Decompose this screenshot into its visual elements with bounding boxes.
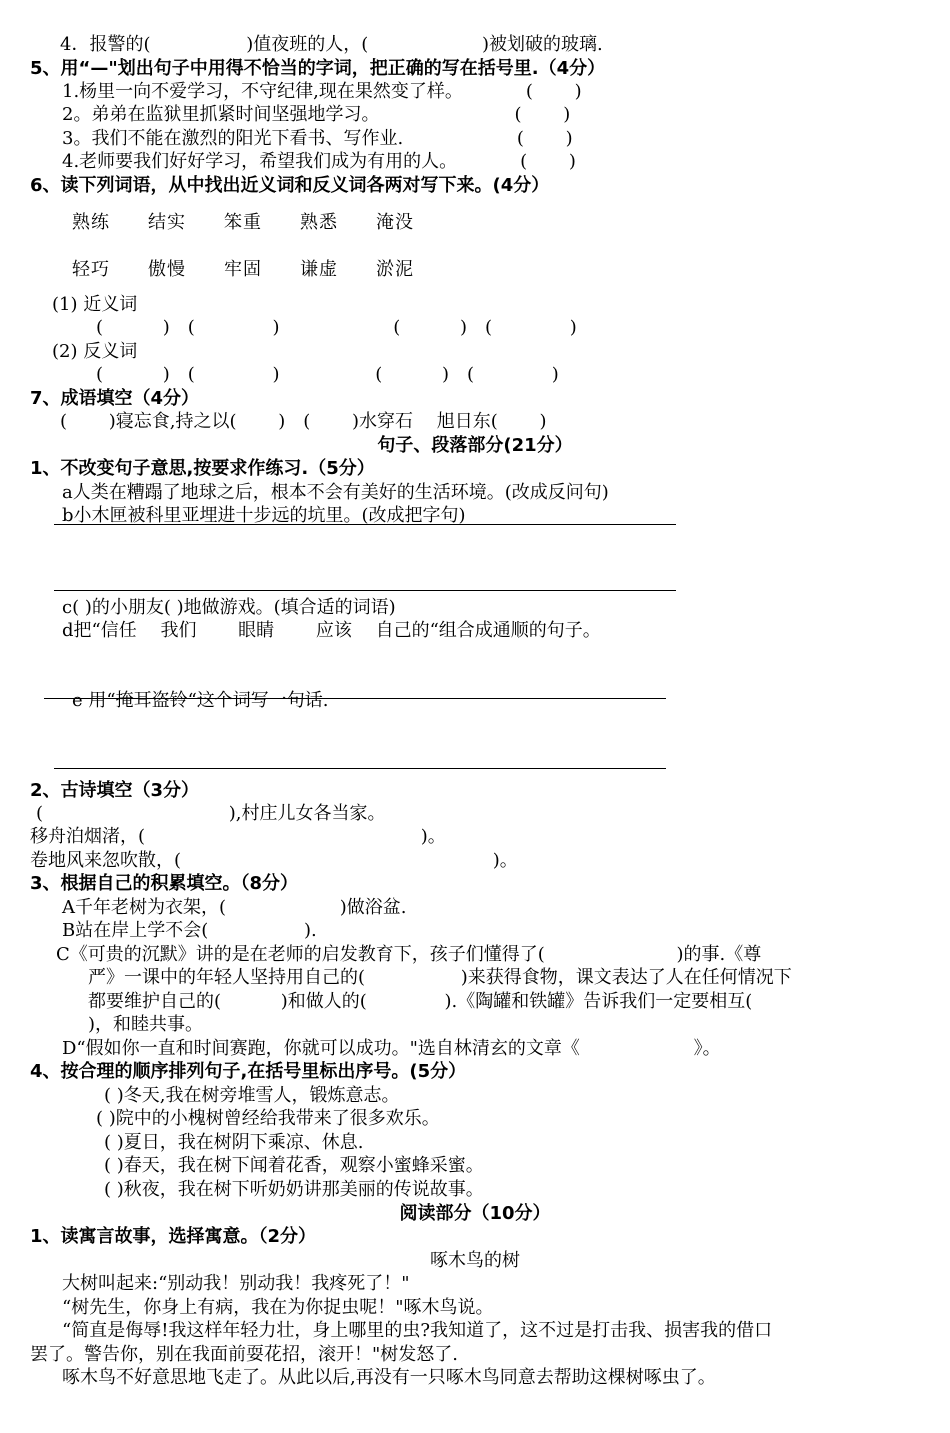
story-title: 啄木鸟的树 bbox=[430, 1250, 520, 1271]
s2-q4-item-2: ( )院中的小槐树曾经给我带来了很多欢乐。 bbox=[96, 1108, 440, 1129]
s2-q2-title: 2、古诗填空（3分） bbox=[30, 780, 200, 801]
q6-word-row-2: 轻巧 傲慢 牢固 谦虚 淤泥 bbox=[72, 259, 414, 280]
q6-synonym-label: (1) 近义词 bbox=[52, 294, 138, 315]
story-paragraph-3-line-2: 罢了。警告你，别在我面前耍花招，滚开！"树发怒了. bbox=[30, 1344, 458, 1365]
answer-line[interactable] bbox=[54, 768, 666, 769]
s2-q1-title: 1、不改变句子意思,按要求作练习.（5分） bbox=[30, 458, 375, 479]
s2-q3-d: D“假如你一直和时间赛跑，你就可以成功。"选自林清玄的文章《 》。 bbox=[62, 1038, 721, 1059]
q6-synonym-blanks[interactable]: ( ) ( ) ( ) ( ) bbox=[96, 317, 577, 338]
s2-q4-item-5: ( )秋夜，我在树下听奶奶讲那美丽的传说故事。 bbox=[104, 1179, 484, 1200]
s2-q3-title: 3、根据自己的积累填空。（8分） bbox=[30, 873, 299, 894]
s2-q1-e: e 用“掩耳盗铃“这个词写一句话. bbox=[72, 690, 329, 711]
s2-q4-item-1: ( )冬天,我在树旁堆雪人，锻炼意志。 bbox=[104, 1085, 400, 1106]
story-paragraph-1: 大树叫起来:“别动我！别动我！我疼死了！" bbox=[62, 1273, 410, 1294]
s2-q1-d: d把“信任 我们 眼睛 应该 自己的“组合成通顺的句子。 bbox=[62, 620, 601, 641]
q5-item-2: 2。弟弟在监狱里抓紧时间坚强地学习。 ( ) bbox=[62, 104, 571, 125]
story-paragraph-4: 啄木鸟不好意思地飞走了。从此以后,再没有一只啄木鸟同意去帮助这棵树啄虫了。 bbox=[62, 1367, 716, 1388]
section-sentences-title: 句子、段落部分(21分） bbox=[377, 435, 573, 456]
q6-title: 6、读下列词语，从中找出近义词和反义词各两对写下来。(4分） bbox=[30, 175, 550, 196]
s2-q3-c-line-2: 严》一课中的年轻人坚持用自己的( )来获得食物，课文表达了人在任何情况下 bbox=[88, 967, 792, 988]
s2-q3-b: B站在岸上学不会( ). bbox=[62, 920, 317, 941]
q7-title: 7、成语填空（4分） bbox=[30, 388, 200, 409]
s2-q4-item-4: ( )春天，我在树下闻着花香，观察小蜜蜂采蜜。 bbox=[104, 1155, 484, 1176]
q5-title: 5、用“—"划出句子中用得不恰当的字词，把正确的写在括号里.（4分） bbox=[30, 58, 606, 79]
s2-q3-a: A千年老树为衣架，( )做浴盆. bbox=[62, 897, 407, 918]
answer-line[interactable] bbox=[54, 524, 676, 525]
s2-q4-title: 4、按合理的顺序排列句子,在括号里标出序号。(5分） bbox=[30, 1061, 467, 1082]
s3-q1-title: 1、读寓言故事，选择寓意。（2分） bbox=[30, 1226, 317, 1247]
s2-q3-c-line-3: 都要维护自己的( )和做人的( ).《陶罐和铁罐》告诉我们一定要相互( bbox=[88, 991, 753, 1012]
answer-line[interactable] bbox=[54, 590, 676, 591]
q5-item-4: 4.老师要我们好好学习，希望我们成为有用的人。 ( ) bbox=[62, 151, 576, 172]
s2-q2-line-1: ( ),村庄儿女各当家。 bbox=[36, 803, 386, 824]
s2-q1-c: c( )的小朋友( )地做游戏。(填合适的词语) bbox=[62, 597, 396, 618]
s2-q1-a: a人类在糟蹋了地球之后，根本不会有美好的生活环境。(改成反问句) bbox=[62, 482, 609, 503]
q6-antonym-blanks[interactable]: ( ) ( ) ( ) ( ) bbox=[96, 364, 559, 385]
q6-word-row-1: 熟练 结实 笨重 熟悉 淹没 bbox=[72, 212, 414, 233]
story-paragraph-3-line-1: “简直是侮辱!我这样年轻力壮，身上哪里的虫?我知道了，这不过是打击我、损害我的借口 bbox=[62, 1320, 773, 1341]
section-reading-title: 阅读部分（10分） bbox=[399, 1203, 551, 1224]
s2-q3-c-line-4: )，和睦共事。 bbox=[88, 1014, 204, 1035]
q5-item-1: 1.杨里一向不爱学习，不守纪律,现在果然变了样。 ( ) bbox=[62, 81, 582, 102]
q7-idiom-blanks[interactable]: ( )寝忘食,持之以( ) ( )水穿石 旭日东( ) bbox=[60, 411, 547, 432]
s2-q3-c-line-1: C《可贵的沉默》讲的是在老师的启发教育下，孩子们懂得了( )的事.《尊 bbox=[56, 944, 762, 965]
s2-q2-line-3: 卷地风来忽吹散，( )。 bbox=[30, 850, 518, 871]
q5-item-3: 3。我们不能在激烈的阳光下看书、写作业. ( ) bbox=[62, 128, 573, 149]
q4-item-4: 4．报警的( )值夜班的人，( )被划破的玻璃. bbox=[60, 34, 603, 55]
s2-q2-line-2: 移舟泊烟渚，( )。 bbox=[30, 826, 446, 847]
s2-q1-b: b小木匣被科里亚埋进十步远的坑里。(改成把字句) bbox=[62, 505, 466, 526]
story-paragraph-2: “树先生，你身上有病，我在为你捉虫呢！"啄木鸟说。 bbox=[62, 1297, 494, 1318]
s2-q4-item-3: ( )夏日，我在树阴下乘凉、休息. bbox=[104, 1132, 364, 1153]
q6-antonym-label: (2) 反义词 bbox=[52, 341, 138, 362]
